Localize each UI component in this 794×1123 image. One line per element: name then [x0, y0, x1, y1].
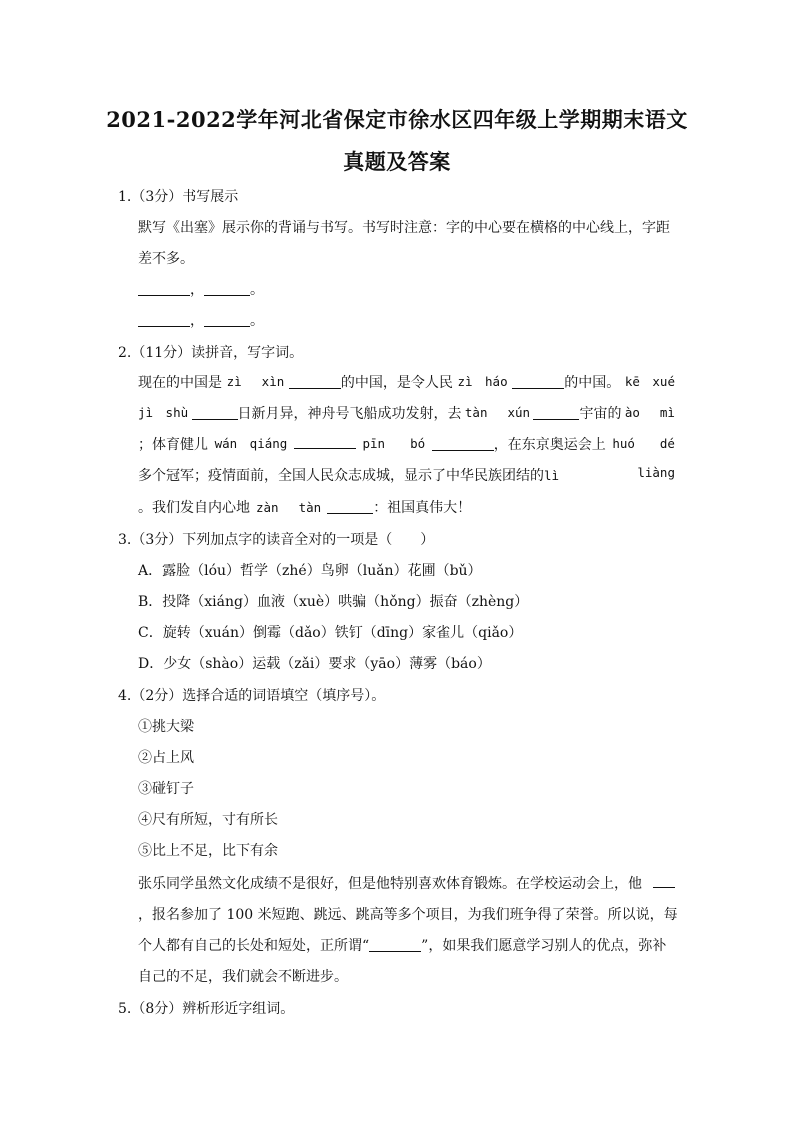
question-2-line4: 多个冠军；疫情面前，全国人民众志成城，显示了中华民族团结的lì liàng	[138, 465, 675, 484]
question-4-paragraph-line2: ，报名参加了 100 米短跑、跳远、跳高等多个项目，为我们班争得了荣誉。所以说，每	[138, 907, 678, 923]
pinyin: tàn xún	[464, 405, 531, 420]
question-4-paragraph-line1: 张乐同学虽然文化成绩不是很好，但是他特别喜欢体育锻炼。在学校运动会上，他	[138, 873, 675, 893]
question-4-paragraph-line4: 自己的不足，我们就会不断进步。	[138, 969, 348, 985]
question-1-text-line1: 默写《出塞》展示你的背诵与书写。书写时注意：字的中心要在横格的中心线上，字距	[138, 220, 670, 236]
answer-blank[interactable]	[327, 499, 373, 514]
question-2-line5: 。我们发自内心地 zàn tàn ：祖国真伟大！	[138, 500, 472, 516]
word-choice-2: ②占上风	[138, 750, 194, 766]
question-2-line1: 现在的中国是 zì xìn 的中国，是令人民 zì háo 的中国。 kē xué	[138, 374, 675, 391]
pinyin: jì shù	[138, 405, 189, 420]
word-choice-3: ③碰钉子	[138, 781, 194, 797]
question-4-paragraph-line3: 个人都有自己的长处和短处，正所谓“ ”，如果我们愿意学习别人的优点，弥补	[138, 938, 667, 954]
pinyin: pīn bó	[362, 436, 426, 451]
answer-blank[interactable]	[294, 434, 356, 449]
question-4-heading: 4.（2分）选择合适的词语填空（填序号）。	[118, 688, 386, 704]
page-title-line1: 2021-2022学年河北省保定市徐水区四年级上学期期末语文	[106, 107, 688, 132]
answer-line-1: ， 。	[138, 279, 264, 299]
question-5-heading: 5.（8分）辨析形近字组词。	[118, 1001, 295, 1017]
answer-blank[interactable]	[512, 374, 564, 389]
pinyin: zì xìn	[226, 374, 285, 389]
question-2-line2: jì shù 日新月异，神舟号飞船成功发射，去 tàn xún 宇宙的 ào mì	[138, 405, 675, 422]
answer-blank[interactable]	[653, 873, 675, 888]
question-3-heading: 3.（3分）下列加点字的读音全对的一项是（ ）	[118, 532, 435, 548]
word-choice-1: ①挑大梁	[138, 719, 194, 735]
word-choice-4: ④尺有所短，寸有所长	[138, 812, 278, 828]
answer-blank[interactable]	[138, 312, 190, 327]
answer-blank[interactable]	[533, 405, 579, 420]
answer-blank[interactable]	[138, 281, 190, 296]
answer-blank[interactable]	[289, 374, 341, 389]
question-2-line3: ；体育健儿 wán qiáng pīn bó ，在东京奥运会上 huó dé	[138, 436, 675, 453]
option-d[interactable]: D．少女（shào）运载（zǎi）要求（yāo）薄雾（báo）	[138, 656, 491, 672]
pinyin: kē xué	[624, 374, 675, 389]
pinyin: zàn tàn	[256, 500, 322, 515]
answer-blank[interactable]	[204, 281, 250, 296]
answer-blank[interactable]	[432, 436, 494, 451]
answer-blank[interactable]	[192, 405, 238, 420]
question-1-heading: 1.（3分）书写展示	[118, 189, 239, 205]
answer-blank[interactable]	[369, 937, 421, 952]
pinyin: liàng	[637, 465, 675, 480]
option-a[interactable]: A．露脸（lóu）哲学（zhé）鸟卵（luǎn）花圃（bǔ）	[138, 563, 482, 579]
pinyin: lì	[544, 468, 560, 483]
pinyin: ào mì	[624, 405, 675, 420]
pinyin: wán qiáng	[214, 436, 288, 451]
question-1-text-line2: 差不多。	[138, 251, 194, 267]
option-c[interactable]: C．旋转（xuán）倒霉（dǎo）铁钉（dīng）家雀儿（qiǎo）	[138, 625, 523, 641]
question-2-heading: 2.（11分）读拼音，写字词。	[118, 345, 304, 361]
pinyin: zì háo	[457, 374, 508, 389]
answer-blank[interactable]	[204, 312, 250, 327]
option-b[interactable]: B．投降（xiáng）血液（xuè）哄骗（hǒng）振奋（zhèng）	[138, 594, 529, 610]
answer-line-2: ， 。	[138, 310, 264, 330]
pinyin: huó dé	[612, 436, 675, 451]
word-choice-5: ⑤比上不足，比下有余	[138, 843, 278, 859]
page-title-line2: 真题及答案	[343, 149, 451, 174]
